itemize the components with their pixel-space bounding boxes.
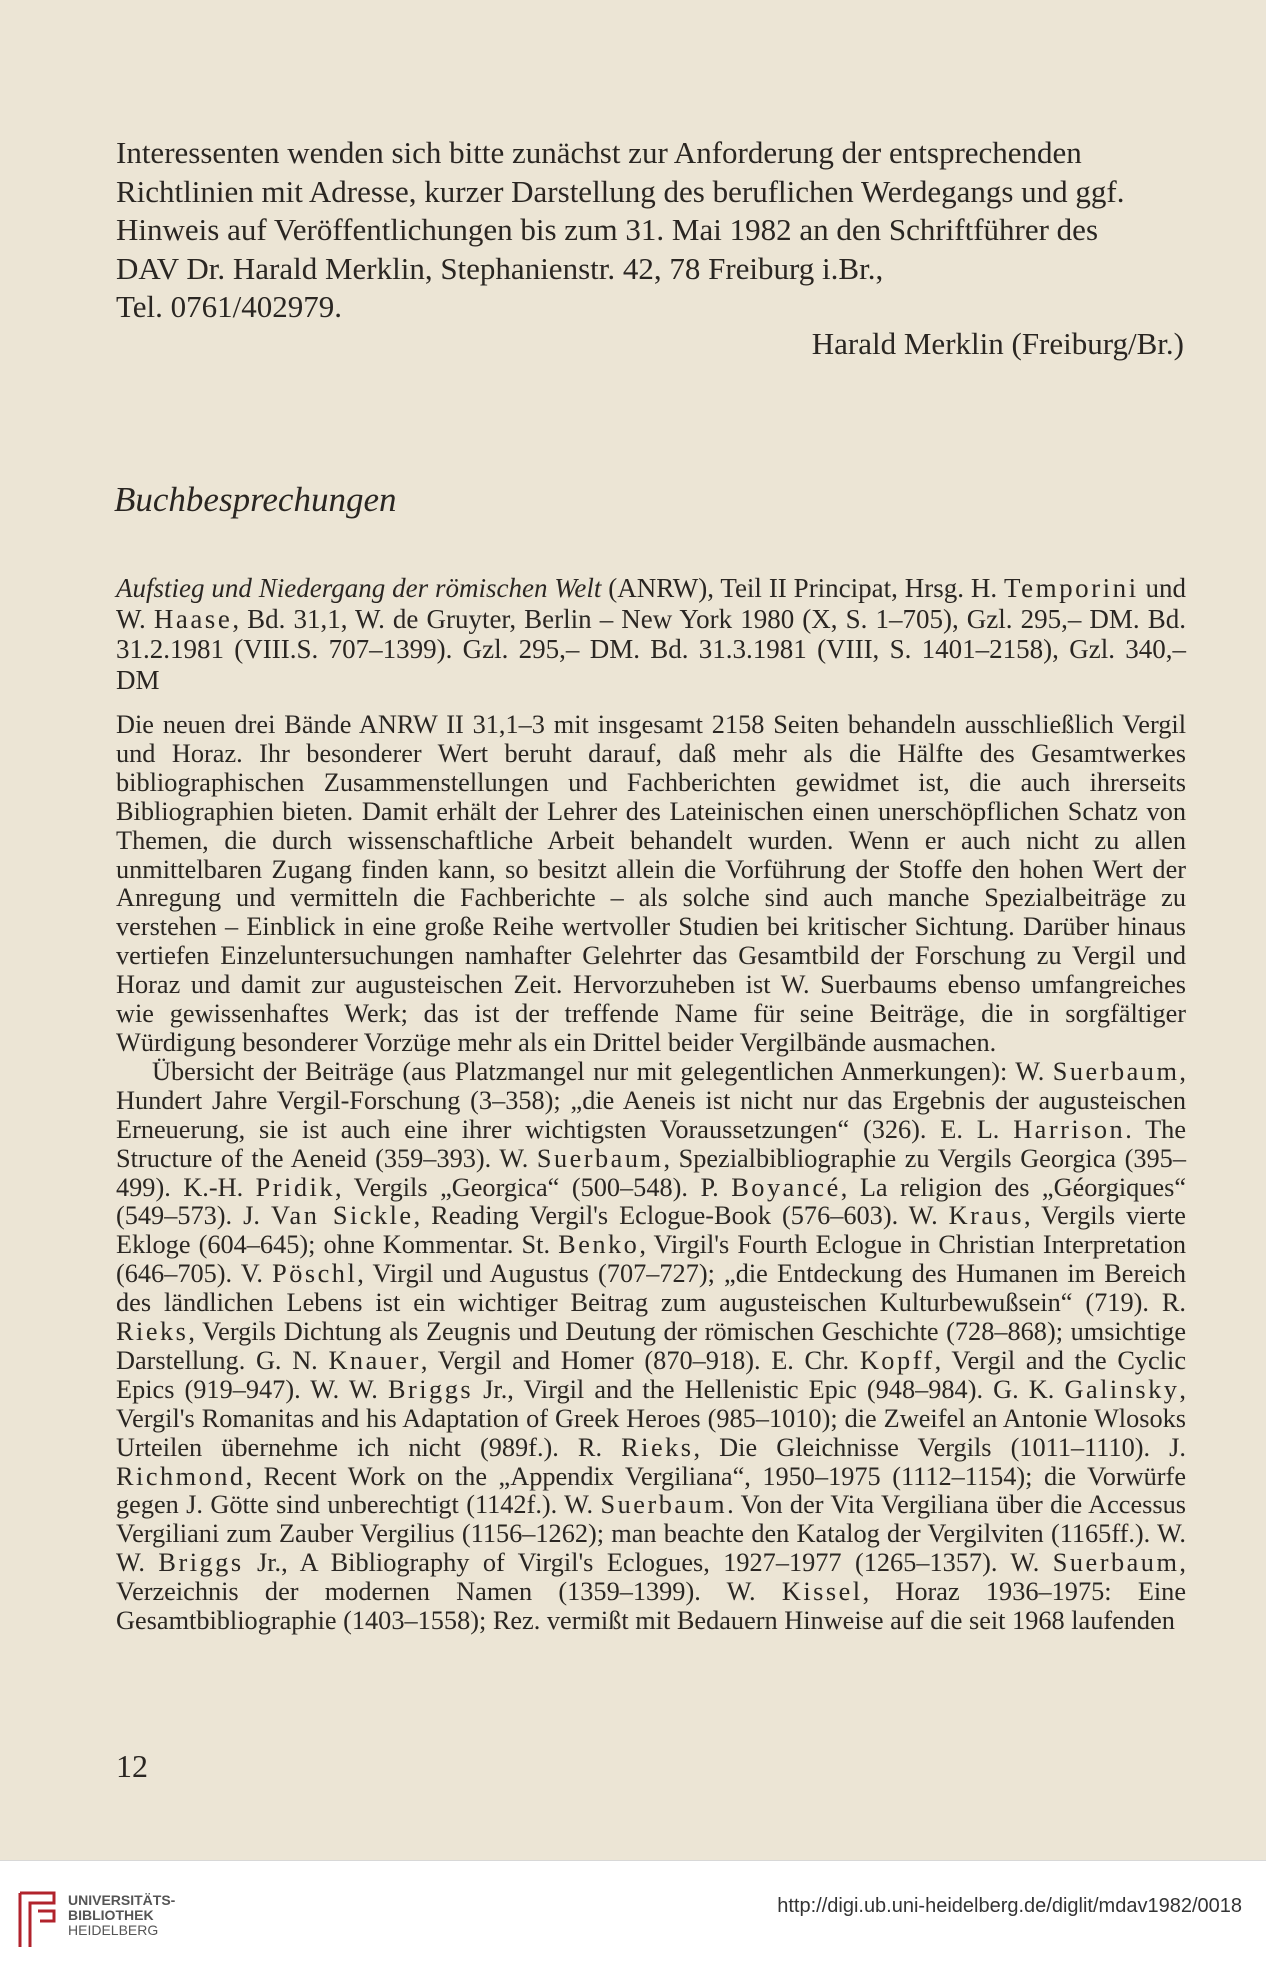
- review-body: [116, 711, 1186, 1636]
- author-name: Boyancé: [731, 1172, 841, 1202]
- review-text-segment: , Hundert Jahre Vergil-Forschung (3–358); „die Aeneis ist nicht nur das Ergebnis der augusteischen Erneuerung, sie ist auch eine ihrer wichtigsten Voraussetzungen“ (326). E. L.: [116, 1056, 1186, 1144]
- review-text-segment: , Vergil and Homer (870–918). E. Chr.: [420, 1345, 860, 1375]
- review-text-segment: , Reading Vergil's Eclogue-Book (576–603). W.: [413, 1201, 949, 1231]
- author-name: Rieks: [116, 1317, 189, 1347]
- intro-signature: Harald Merklin (Freiburg/Br.): [811, 326, 1184, 361]
- intro-paragraph: [116, 134, 1186, 327]
- review-text-segment: , Horaz 1936–1975: Eine Gesamtbibliographie (1403–1558); Rez. vermißt mit Bedauern Hinweise auf die seit 1968 laufenden: [116, 1577, 1187, 1636]
- intro-line: Interessenten wenden sich bitte zunächst zur Anforderung der entsprechenden: [116, 135, 1082, 170]
- review-text-segment: . Von der Vita Vergiliana über die Accessus Vergiliani zum Zauber Vergilius (1156–1262); man beachte den Katalog der Vergilviten (1165ff.). W. W.: [116, 1490, 1186, 1578]
- author-name: Suerbaum: [1052, 1056, 1180, 1086]
- author-name: Briggs: [158, 1548, 244, 1578]
- author-name: Kissel: [781, 1577, 863, 1607]
- page-number: 12: [116, 1748, 148, 1784]
- review-text-segment: , Vergil's Romanitas and his Adaptation of Greek Heroes (985–1010); die Zweifel an Antonie Wlosoks Urteilen übernehme ich nicht (989f.). R.: [116, 1374, 1186, 1462]
- review-paragraph-contributions: [116, 1058, 1186, 1636]
- review-text-segment: , Vergils vierte Ekloge (604–645); ohne Kommentar. St.: [116, 1201, 1186, 1260]
- intro-line: Richtlinien mit Adresse, kurzer Darstellung des beruflichen Werdegangs und ggf.: [116, 173, 1125, 209]
- review-text-segment: , Virgil und Augustus (707–727); „die Entdeckung des Humanen im Bereich des ländlichen Lebens ist ein wichtiger Beitrag zum augusteischen Kulturbewußsein“ (719). R.: [116, 1259, 1186, 1318]
- editor-name: Haase: [153, 603, 233, 634]
- library-name: UNIVERSITÄTS- BIBLIOTHEK HEIDELBERG: [68, 1892, 176, 1938]
- author-name: Kopff: [859, 1345, 935, 1375]
- review-text-segment: , Virgil's Fourth Eclogue in Christian Interpretation (646–705). V.: [116, 1230, 1186, 1289]
- library-logo-icon: [14, 1889, 60, 1951]
- review-text-segment: Jr., Virgil and the Hellenistic Epic (948–984). G. K.: [473, 1374, 1065, 1404]
- editor-name: Temporini: [1004, 573, 1139, 603]
- review-text-segment: Übersicht der Beiträge (aus Platzmangel nur mit gelegentlichen Anmerkungen): W.: [152, 1056, 1053, 1086]
- intro-line: DAV Dr. Harald Merklin, Stephanienstr. 42, 78 Freiburg i.Br.,: [116, 250, 884, 286]
- review-text-segment: Jr., A Bibliography of Virgil's Eclogues, 1927–1977 (1265–1357). W.: [243, 1548, 1053, 1578]
- author-name: Suerbaum: [600, 1490, 728, 1520]
- book-title: Aufstieg und Niedergang der römischen Welt: [116, 573, 602, 603]
- review-text-segment: , Vergils „Georgica“ (500–548). P.: [334, 1172, 732, 1202]
- author-name: Suerbaum: [1052, 1548, 1180, 1578]
- review-text-segment: , Verzeichnis der modernen Namen (1359–1399). W.: [116, 1548, 1186, 1607]
- author-name: Briggs: [387, 1374, 474, 1404]
- review-text-segment: . The Structure of the Aeneid (359–393). W.: [116, 1114, 1186, 1173]
- author-name: Van Sickle: [270, 1201, 414, 1231]
- review-paragraph: Die neuen drei Bände ANRW II 31,1–3 mit insgesamt 2158 Seiten behandeln ausschließlich Vergil und Horaz. Ihr besonderer Wert beruht darauf, daß mehr als die Hälfte des Gesamtwerkes bibliographischen Zusammenstellungen und Fachberichten gewidmet ist, die auch ihrerseits Bibliographien bieten. Damit erhält der Lehrer des Lateinischen einen unerschöpflichen Schatz von Themen, die durch wissenschaftliche Arbeit behandelt wurden. Wenn er auch nicht zu allen unmittelbaren Zugang finden kann, so besitzt allein die Vorführung der Stoffe den hohen Wert der Anregung und vermitteln die Fachberichte – als solche sind auch manche Spezialbeiträge zu verstehen – Einblick in eine große Reihe wertvoller Studien bei kritischer Sichtung. Darüber hinaus vertiefen Einzeluntersuchungen namhafter Gelehrter das Gesamtbild der Forschung zu Vergil und Horaz und damit zur augusteischen Zeit. Hervorzuheben ist W. Suerbaums ebenso umfangreiches wie gewissenhaftes Werk; das ist der treffende Name für seine Beiträge, die in sorgfältiger Würdigung besonderer Vorzüge mehr als ein Drittel beider Vergilbände ausmachen.: [116, 710, 1186, 1057]
- author-name: Suerbaum: [536, 1143, 664, 1173]
- review-text-segment: , Die Gleichnisse Vergils (1011–1110). J.: [693, 1432, 1186, 1462]
- author-name: Pöschl: [272, 1259, 358, 1289]
- review-text-segment: , Vergil and the Cyclic Epics (919–947). W. W.: [116, 1345, 1186, 1404]
- intro-line: Hinweis auf Veröffentlichungen bis zum 31. Mai 1982 an den Schriftführer des: [116, 212, 1099, 247]
- author-name: Rieks: [621, 1432, 694, 1462]
- author-name: Benko: [558, 1230, 640, 1260]
- author-name: Pridik: [255, 1172, 335, 1202]
- review-text-segment: , Spezialbibliographie zu Vergils Georgica (395–499). K.-H.: [116, 1143, 1186, 1202]
- bibliographic-entry: Aufstieg und Niedergang der römischen Welt (ANRW), Teil II Principat, Hrsg. H. Temporini und W. Haase, Bd. 31,1, W. de Gruyter, Berlin – New York 1980 (X, S. 1–705), Gzl. 295,– DM. Bd. 31.2.1981 (VIII.S. 707–1399). Gzl. 295,– DM. Bd. 31.3.1981 (VIII, S. 1401–2158), Gzl. 340,– DM: [116, 573, 1187, 695]
- intro-line: Tel. 0761/402979.: [116, 289, 343, 324]
- author-name: Galinsky: [1064, 1374, 1180, 1404]
- author-name: Harrison: [1013, 1114, 1126, 1144]
- digitization-footer: [0, 1860, 1266, 1977]
- author-name: Richmond: [116, 1461, 246, 1491]
- author-name: Kraus: [948, 1201, 1024, 1231]
- section-heading: Buchbesprechungen: [114, 480, 397, 519]
- source-url[interactable]: http://digi.ub.uni-heidelberg.de/diglit/mdav1982/0018: [777, 1895, 1242, 1917]
- review-text-segment: , Recent Work on the „Appendix Vergiliana“, 1950–1975 (1112–1154); die Vorwürfe gegen J. Götte sind unberechtigt (1142f.). W.: [116, 1461, 1186, 1520]
- author-name: Knauer: [328, 1345, 421, 1375]
- review-text-segment: , La religion des „Géorgiques“ (549–573). J.: [116, 1172, 1187, 1231]
- review-text-segment: , Vergils Dichtung als Zeugnis und Deutung der römischen Geschichte (728–868); umsichtige Darstellung. G. N.: [116, 1317, 1186, 1375]
